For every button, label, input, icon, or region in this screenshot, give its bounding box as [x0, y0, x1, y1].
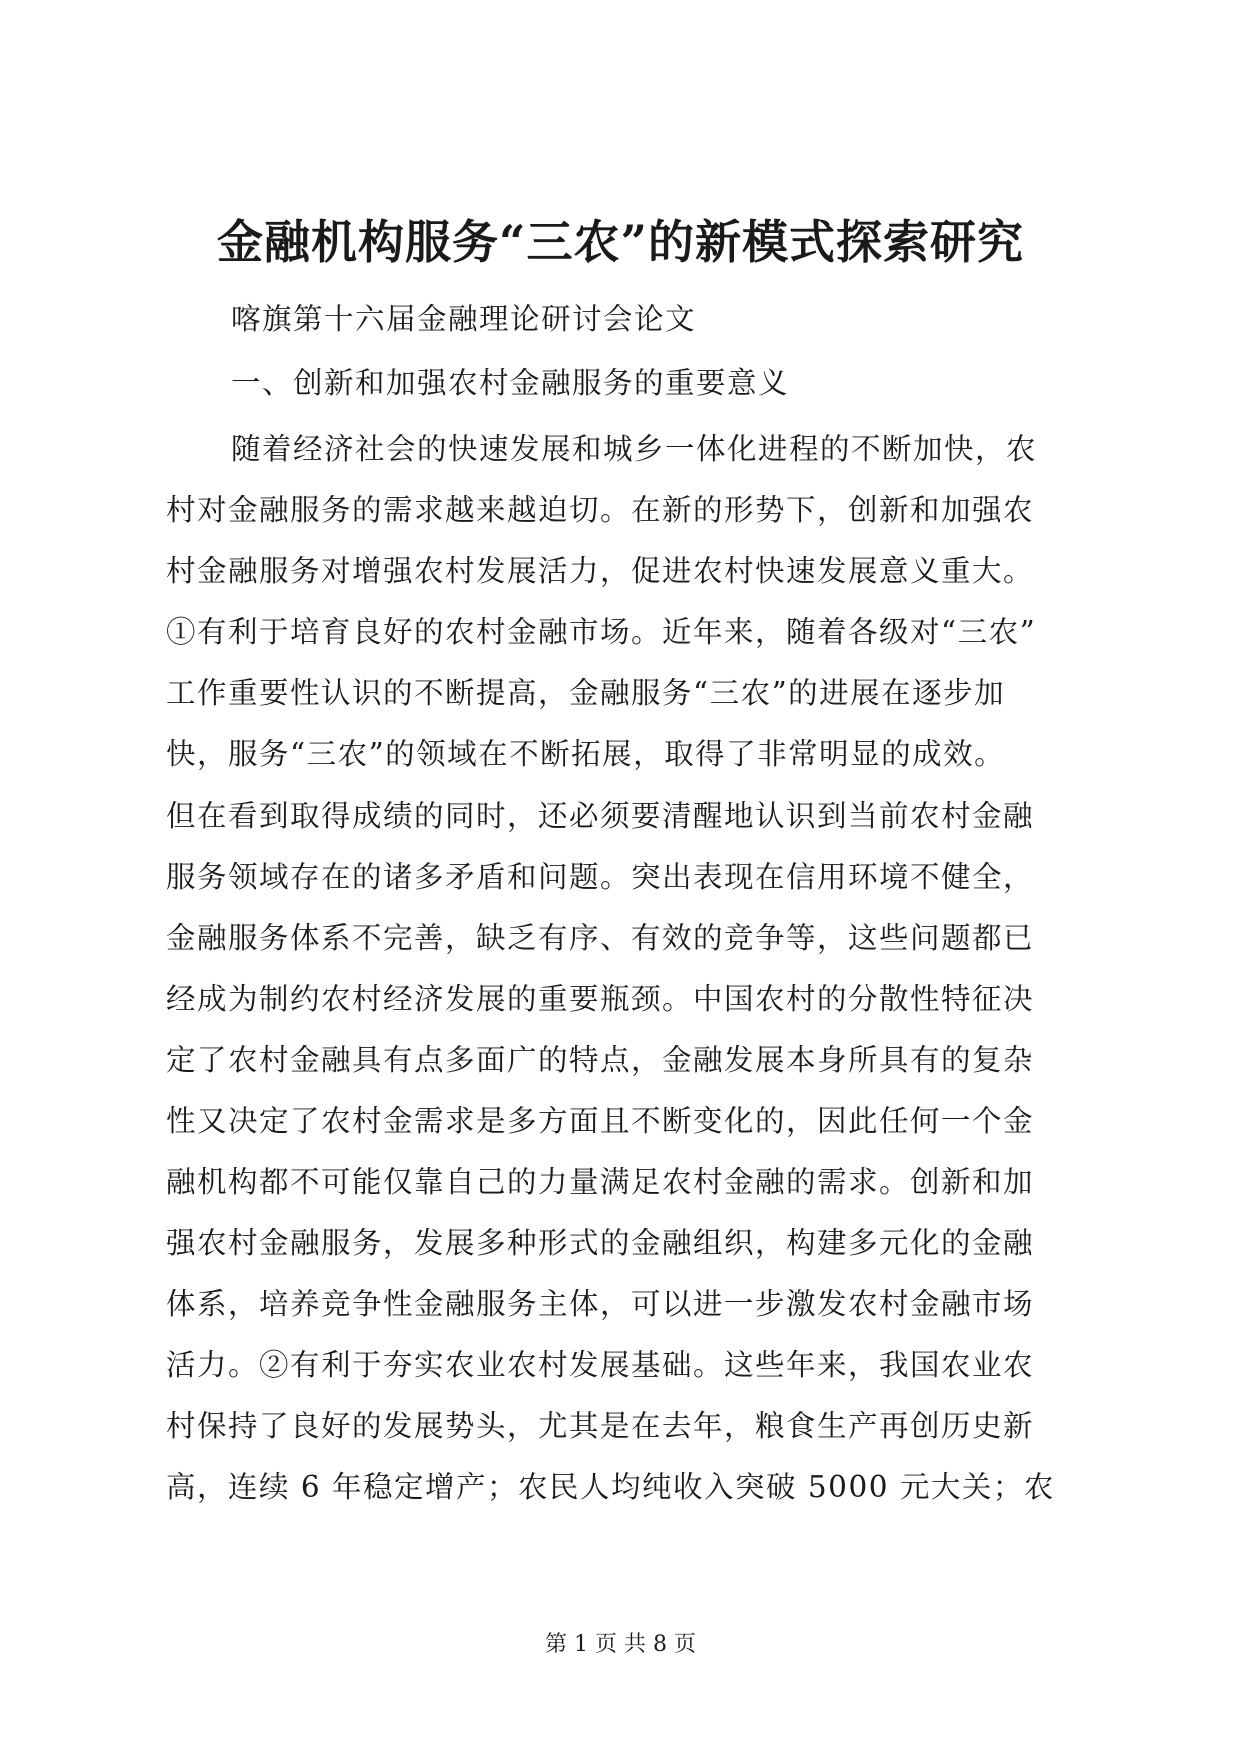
- paragraph-line: 高，连续 6 年稳定增产；农民人均纯收入突破 5000 元大关；农: [166, 1470, 1055, 1504]
- paragraph-line: 村对金融服务的需求越来越迫切。在新的形势下，创新和加强农: [166, 493, 1035, 527]
- paragraph-line: 工作重要性认识的不断提高，金融服务“三农”的进展在逐步加: [166, 676, 1006, 710]
- paragraph-line: 但在看到取得成绩的同时，还必须要清醒地认识到当前农村金融: [166, 799, 1035, 833]
- page-footer: 第 1 页 共 8 页: [545, 1632, 696, 1657]
- paragraph-line: 强农村金融服务，发展多种形式的金融组织，构建多元化的金融: [166, 1226, 1035, 1260]
- paragraph-line: ①有利于培育良好的农村金融市场。近年来，随着各级对“三农”: [166, 615, 1037, 649]
- section-heading: 一、创新和加强农村金融服务的重要意义: [231, 366, 790, 400]
- paragraph-line: 融机构都不可能仅靠自己的力量满足农村金融的需求。创新和加: [166, 1165, 1035, 1199]
- document-subtitle: 喀旗第十六届金融理论研讨会论文: [231, 302, 697, 336]
- paragraph-line: 定了农村金融具有点多面广的特点，金融发展本身所具有的复杂: [166, 1043, 1035, 1077]
- paragraph-line: 随着经济社会的快速发展和城乡一体化进程的不断加快，农: [231, 432, 1038, 466]
- paragraph-line: 村金融服务对增强农村发展活力，促进农村快速发展意义重大。: [166, 554, 1035, 588]
- paragraph-line: 经成为制约农村经济发展的重要瓶颈。中国农村的分散性特征决: [166, 982, 1035, 1016]
- paragraph-line: 金融服务体系不完善，缺乏有序、有效的竞争等，这些问题都已: [166, 921, 1035, 955]
- paragraph-line: 快，服务“三农”的领域在不断拓展，取得了非常明显的成效。: [166, 737, 1006, 771]
- paragraph-line: 性又决定了农村金需求是多方面且不断变化的，因此任何一个金: [166, 1104, 1035, 1138]
- paragraph-line: 活力。②有利于夯实农业农村发展基础。这些年来，我国农业农: [166, 1348, 1035, 1382]
- paragraph-line: 体系，培养竞争性金融服务主体，可以进一步激发农村金融市场: [166, 1287, 1035, 1321]
- paragraph-line: 村保持了良好的发展势头，尤其是在去年，粮食生产再创历史新: [166, 1409, 1035, 1443]
- paragraph-line: 服务领域存在的诸多矛盾和问题。突出表现在信用环境不健全，: [166, 860, 1035, 894]
- document-title: 金融机构服务“三农”的新模式探索研究: [217, 215, 1024, 269]
